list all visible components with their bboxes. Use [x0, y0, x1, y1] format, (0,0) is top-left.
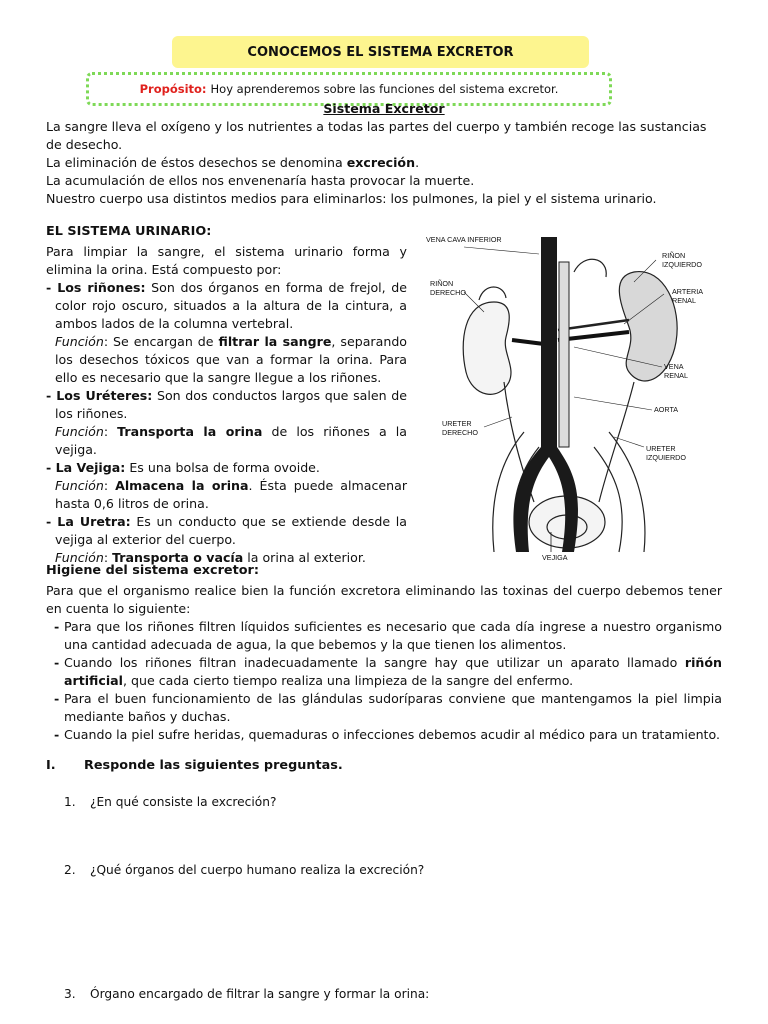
function-bold: Transporta la orina: [117, 424, 263, 439]
function-bold: filtrar la sangre: [218, 334, 332, 349]
hygiene-intro: Para que el organismo realice bien la función excretora eliminando las toxinas del cuerpo debemos tener en cuenta lo siguiente:: [46, 583, 722, 616]
worksheet-title: [172, 36, 589, 68]
section-title: Sistema Excretor: [323, 101, 445, 116]
question-text: ¿En qué consiste la excreción?: [90, 795, 277, 809]
question-3: [64, 987, 429, 1001]
intro-p3: La acumulación de ellos nos envenenaría hasta provocar la muerte.: [46, 173, 475, 188]
item-desc: Es un conducto que se extiende desde la vejiga al exterior del cuerpo.: [55, 514, 407, 547]
function-bold: Transporta o vacía: [112, 550, 244, 565]
hygiene-heading: Higiene del sistema excretor:: [46, 563, 259, 578]
intro-p4: Nuestro cuerpo usa distintos medios para eliminarlos: los pulmones, la piel y el sistema urinario.: [46, 191, 657, 206]
function-post: . Ésta puede almacenar hasta 0,6 litros de orina.: [55, 478, 408, 511]
question-number: 3.: [64, 987, 76, 1001]
intro-p2-bold: excreción: [346, 155, 416, 170]
label-renal-artery-2: RENAL: [672, 296, 696, 305]
question-text: ¿Qué órganos del cuerpo humano realiza la excreción?: [90, 863, 425, 877]
function-label: Función: [55, 550, 104, 565]
function-pre: :: [103, 478, 116, 493]
item-bladder-function: [46, 477, 407, 513]
label-renal-artery-1: ARTERIA: [672, 287, 704, 296]
item-kidneys-function: [46, 333, 407, 387]
hygiene-list: [46, 618, 722, 744]
function-label: Función: [55, 334, 104, 349]
label-left-ureter-2: IZQUIERDO: [646, 453, 686, 462]
intro-paragraphs: [46, 118, 722, 208]
purpose-label: Propósito:: [139, 82, 207, 96]
urinary-column: [46, 243, 407, 567]
worksheet-title-text: CONOCEMOS EL SISTEMA EXCRETOR: [247, 44, 514, 60]
function-post: de los riñones a la vejiga.: [55, 424, 407, 457]
item-ureters: [46, 387, 407, 423]
hygiene-item-bold: riñón artificial: [64, 655, 722, 688]
item-ureters-function: [46, 423, 407, 459]
function-label: Función: [55, 424, 104, 439]
label-right-ureter-1: URETER: [442, 419, 472, 428]
hygiene-item: [46, 726, 722, 744]
urinary-intro: Para limpiar la sangre, el sistema urinario forma y elimina la orina. Está compuesto por:: [46, 244, 407, 277]
intro-p2-pre: La eliminación de éstos desechos se denomina: [46, 155, 347, 170]
hygiene-item: [46, 618, 722, 654]
intro-p1: La sangre lleva el oxígeno y los nutrientes a todas las partes del cuerpo y también recoge las sustancias de desecho.: [46, 119, 707, 152]
purpose-text: Hoy aprenderemos sobre las funciones del sistema excretor.: [210, 82, 559, 96]
label-renal-vein-1: VENA: [664, 362, 684, 371]
label-right-kidney-1: RIÑON: [430, 279, 454, 288]
questions-heading-num: I.: [46, 758, 56, 773]
item-name: - La Vejiga:: [46, 460, 126, 475]
item-bladder: [46, 459, 407, 477]
label-left-kidney-2: IZQUIERDO: [662, 260, 702, 269]
label-left-kidney-1: RIÑON: [662, 251, 686, 260]
right-kidney-shape: [463, 302, 511, 394]
intro-p2-post: .: [415, 155, 420, 170]
questions-heading: [46, 758, 343, 773]
item-desc: Son dos órganos en forma de frejol, de color rojo oscuro, situados a la altura de la cintura, a ambos lados de la columna vertebral.: [55, 280, 408, 331]
item-urethra: [46, 513, 407, 549]
urinary-system-diagram: [424, 232, 734, 562]
label-left-ureter-1: URETER: [646, 444, 676, 453]
intro-p2: [46, 154, 722, 172]
item-name: - Los riñones:: [46, 280, 146, 295]
hygiene-item: [46, 654, 722, 690]
hygiene-item-text: Para que los riñones filtren líquidos suficientes es necesario que cada día ingrese a nuestro organismo una cantidad adecuada de agua, la que bebemos y la que tienen los alimentos.: [64, 619, 722, 652]
label-bladder: VEJIGA: [542, 553, 568, 562]
label-renal-vein-2: RENAL: [664, 371, 688, 380]
questions-heading-text: Responde las siguientes preguntas.: [84, 758, 343, 773]
hygiene-item-text: Para el buen funcionamiento de las glándulas sudoríparas conviene que mantengamos la piel limpia mediante baños y duchas.: [64, 691, 722, 724]
item-desc: Es una bolsa de forma ovoide.: [125, 460, 320, 475]
function-pre: :: [103, 424, 118, 439]
hygiene-item-text: Cuando la piel sufre heridas, quemaduras o infecciones debemos acudir al médico para un tratamiento.: [64, 727, 720, 742]
label-right-ureter-2: DERECHO: [442, 428, 478, 437]
item-name: - Los Uréteres:: [46, 388, 153, 403]
hygiene-item-post: , que cada cierto tiempo realiza una limpieza de la sangre del enfermo.: [122, 673, 574, 688]
item-desc: Son dos conductos largos que salen de los riñones.: [55, 388, 407, 421]
item-name: - La Uretra:: [46, 514, 131, 529]
hygiene-section: [46, 582, 722, 744]
label-aorta: AORTA: [654, 405, 679, 414]
label-vena-cava: VENA CAVA INFERIOR: [426, 235, 502, 244]
function-pre: :: [103, 550, 113, 565]
question-1: [64, 795, 276, 809]
question-2: [64, 863, 424, 877]
question-number: 1.: [64, 795, 76, 809]
urinary-heading: EL SISTEMA URINARIO:: [46, 224, 212, 239]
function-label: Función: [55, 478, 104, 493]
function-post: , separando los desechos tóxicos que van a formar la orina. Para ello es necesario que la sangre llegue a los riñones.: [55, 334, 408, 385]
question-text: Órgano encargado de filtrar la sangre y formar la orina:: [90, 987, 430, 1001]
hygiene-item: [46, 690, 722, 726]
item-kidneys: [46, 279, 407, 333]
function-bold: Almacena la orina: [115, 478, 249, 493]
function-post: la orina al exterior.: [243, 550, 366, 565]
function-pre: : Se encargan de: [103, 334, 219, 349]
label-right-kidney-2: DERECHO: [430, 288, 466, 297]
hygiene-item-text: Cuando los riñones filtran inadecuadamente la sangre hay que utilizar un aparato llamado: [64, 655, 685, 670]
question-number: 2.: [64, 863, 76, 877]
